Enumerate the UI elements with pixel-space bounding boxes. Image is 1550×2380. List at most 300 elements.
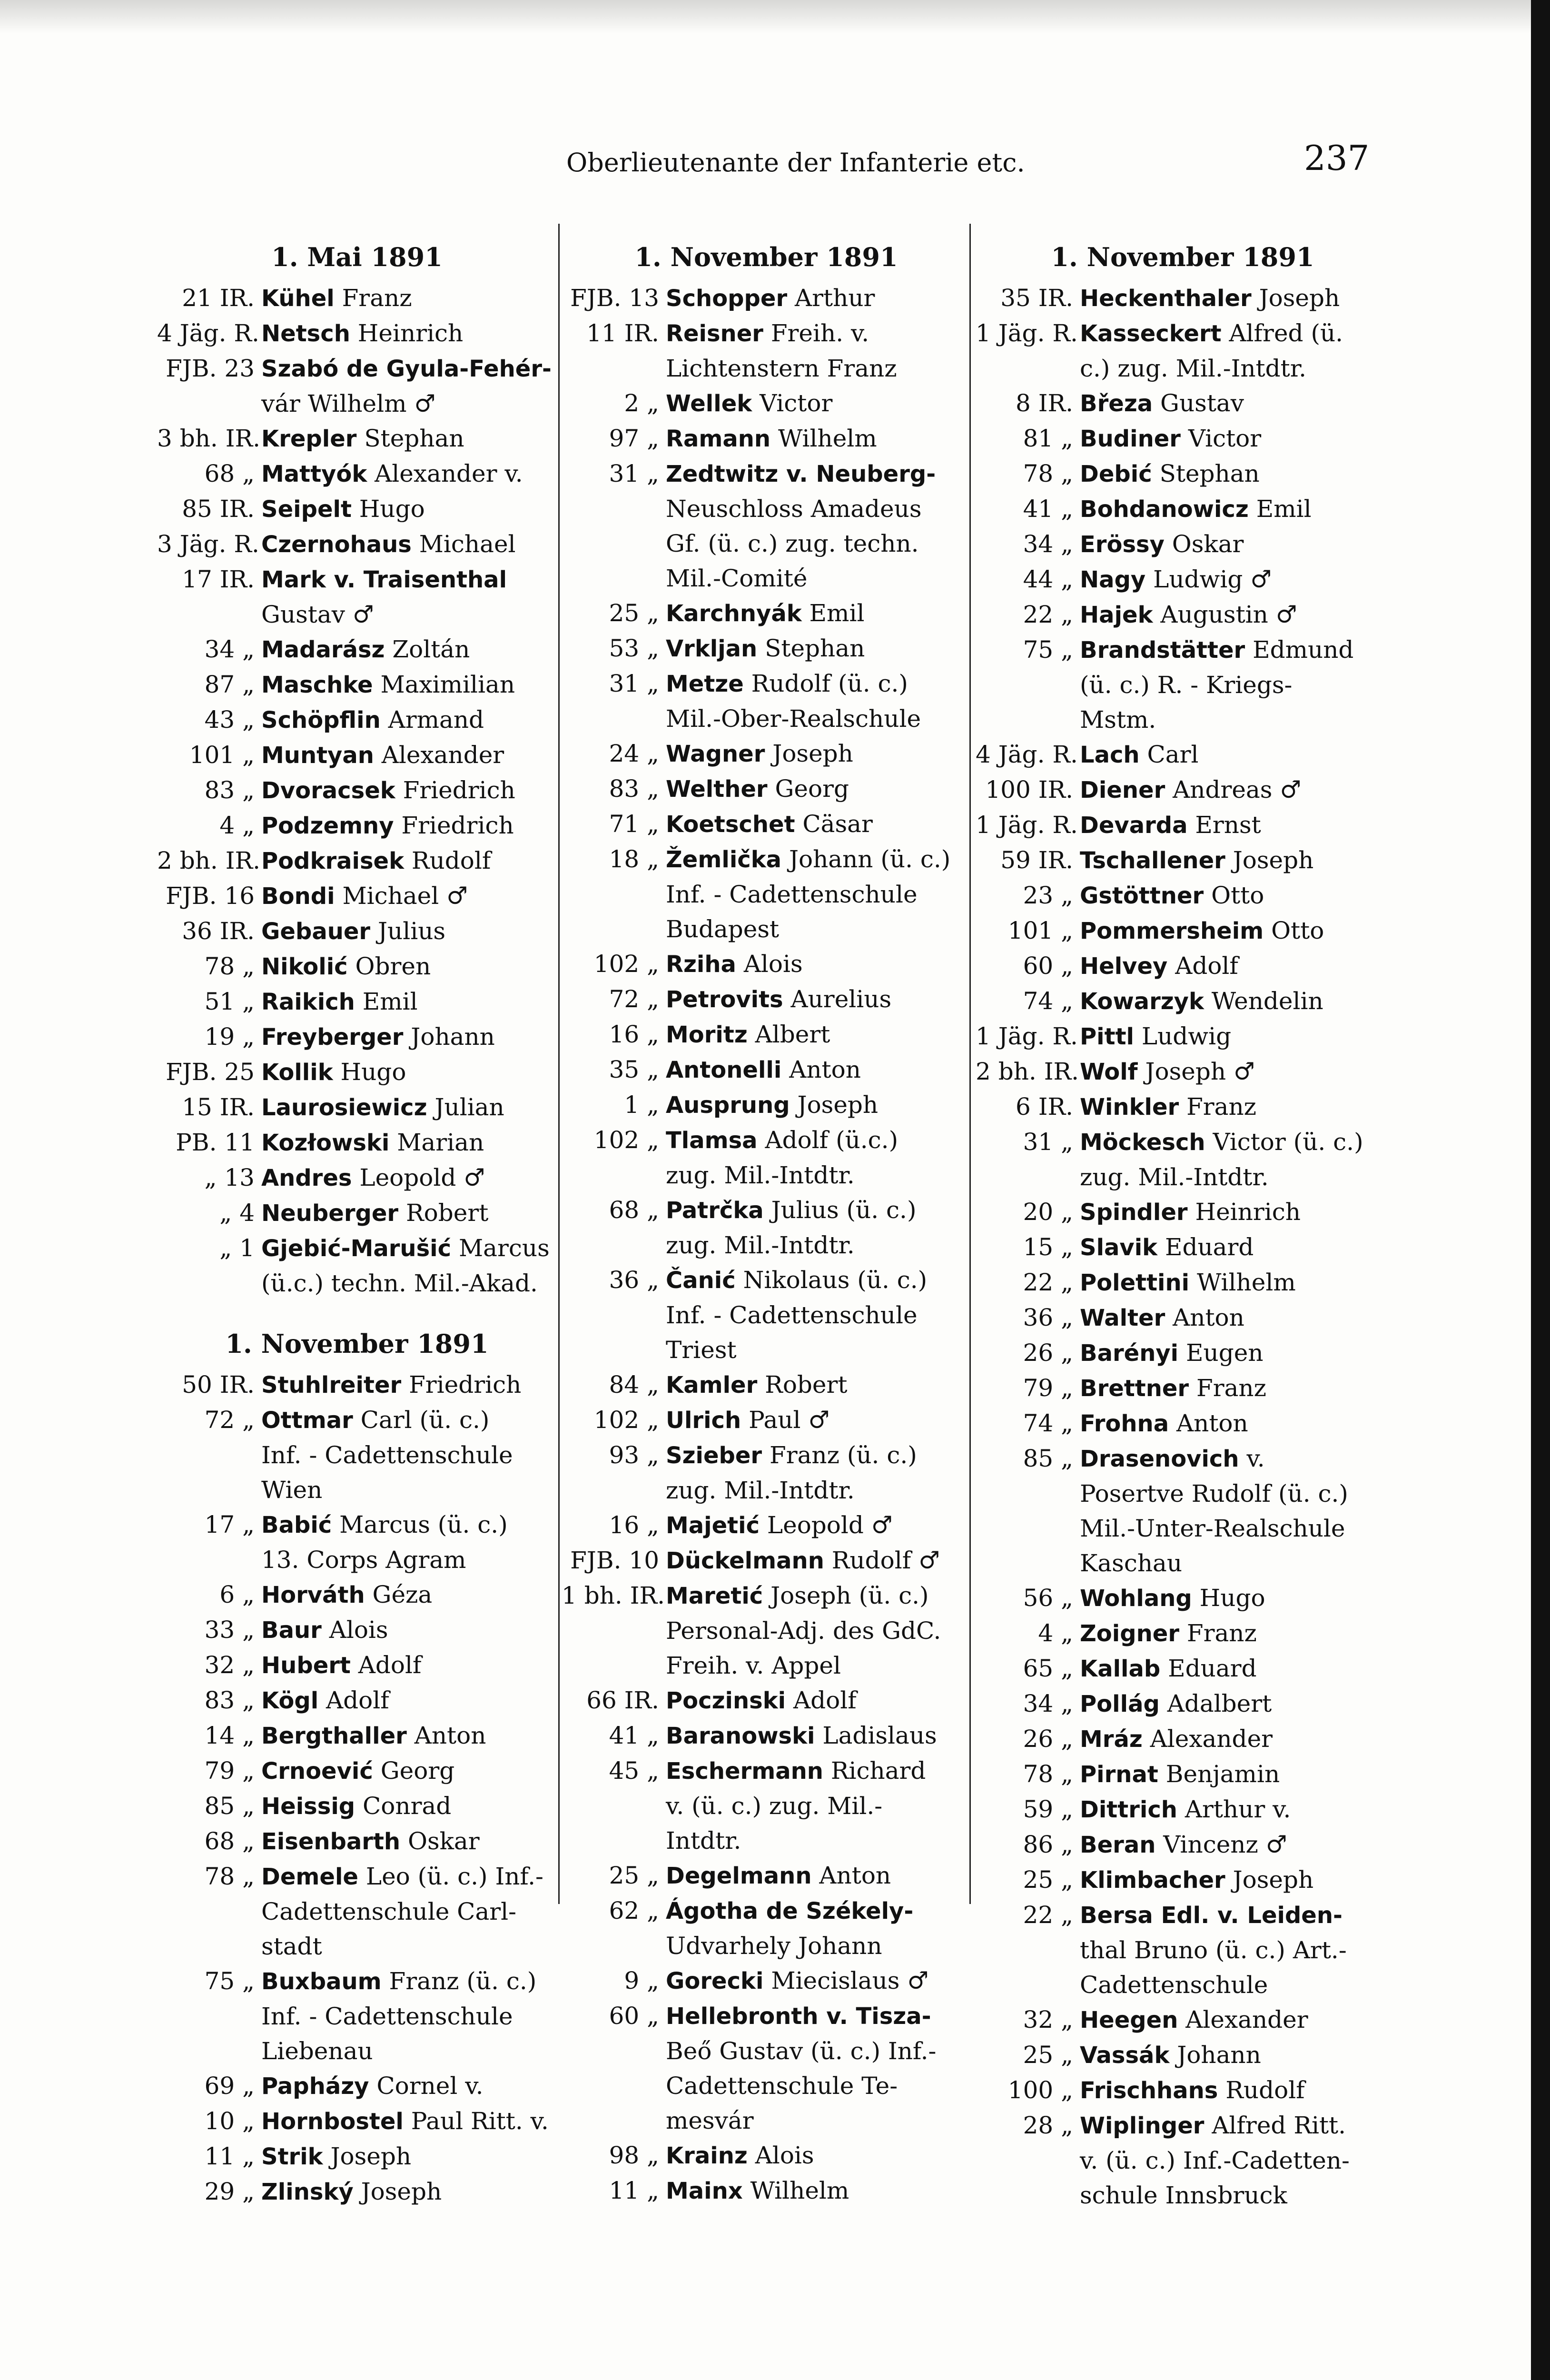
regiment-number: 4 „ bbox=[219, 812, 255, 839]
given-name: Rudolf bbox=[1218, 2076, 1305, 2104]
given-name: Adalbert bbox=[1159, 1690, 1272, 1717]
roster-entry bbox=[976, 2073, 1390, 2108]
roster-entry bbox=[976, 492, 1390, 527]
regiment-number: 31 „ bbox=[1023, 1128, 1073, 1156]
given-name: Anton bbox=[1169, 1409, 1248, 1437]
entry-continuation: Neuschloss Amadeus bbox=[666, 495, 922, 523]
roster-entry bbox=[562, 1403, 971, 1438]
given-name: Joseph bbox=[1251, 284, 1340, 312]
roster-entry bbox=[157, 914, 557, 949]
roster-entry bbox=[157, 984, 557, 1020]
roster-entry bbox=[976, 913, 1390, 949]
officer-name bbox=[666, 842, 971, 947]
surname: Netsch bbox=[261, 320, 350, 347]
regiment-number: 34 „ bbox=[1023, 530, 1073, 558]
regiment-number: 3 Jäg. R. bbox=[157, 530, 259, 558]
surname: Ágotha de Székely- bbox=[666, 1898, 914, 1924]
officer-name bbox=[1080, 1019, 1390, 1054]
given-name: Anton bbox=[811, 1862, 891, 1889]
regiment-number: 78 „ bbox=[1023, 460, 1073, 487]
roster-entry bbox=[976, 1616, 1390, 1651]
scan-right-edge bbox=[1531, 0, 1550, 2380]
surname: Ramann bbox=[666, 426, 771, 452]
regiment-number: 1 „ bbox=[624, 1091, 659, 1119]
given-name: Nikolaus (ü. c.) bbox=[735, 1266, 928, 1294]
column-3 bbox=[976, 233, 1390, 2213]
officer-name bbox=[1080, 1125, 1390, 1195]
officer-name bbox=[261, 773, 557, 808]
entry-continuation: c.) zug. Mil.-Intdtr. bbox=[1080, 355, 1307, 382]
regiment-number: 8 IR. bbox=[1016, 389, 1073, 417]
surname: Wohlang bbox=[1080, 1585, 1192, 1612]
column-1 bbox=[157, 233, 557, 2210]
officer-name bbox=[1080, 949, 1390, 984]
regiment-number: 83 „ bbox=[204, 1686, 255, 1714]
officer-name bbox=[261, 1683, 557, 1718]
entry-continuation: Lichtenstern Franz bbox=[666, 355, 897, 382]
surname: Heissig bbox=[261, 1793, 355, 1820]
entry-continuation: Budapest bbox=[666, 915, 780, 943]
roster-entry bbox=[157, 1020, 557, 1055]
officer-name bbox=[1080, 2108, 1390, 2213]
surname: Hornbostel bbox=[261, 2108, 404, 2135]
roster-entry bbox=[562, 386, 971, 421]
given-name: Eduard bbox=[1160, 1655, 1257, 1682]
regiment-number: 14 „ bbox=[204, 1722, 255, 1749]
given-name: Marcus (ü. c.) bbox=[332, 1511, 508, 1538]
surname: Baur bbox=[261, 1617, 322, 1644]
entry-continuation: Inf. - Cadettenschule bbox=[666, 881, 918, 908]
surname: Demele bbox=[261, 1864, 358, 1890]
regiment-number: 20 „ bbox=[1023, 1198, 1073, 1226]
officer-name bbox=[1080, 737, 1390, 773]
officer-name bbox=[261, 1196, 557, 1231]
entry-continuation: Mil.-Ober-Realschule bbox=[666, 705, 921, 733]
regiment-number: 1 Jäg. R. bbox=[976, 811, 1078, 839]
entry-continuation: Udvarhely Johann bbox=[666, 1932, 882, 1960]
given-name: Benjamin bbox=[1158, 1760, 1280, 1788]
given-name: Victor bbox=[752, 389, 833, 417]
roster-entry bbox=[976, 1265, 1390, 1300]
surname: Poczinski bbox=[666, 1687, 786, 1714]
given-name: Leo (ü. c.) Inf.- bbox=[358, 1863, 543, 1890]
surname: Zoigner bbox=[1080, 1620, 1179, 1647]
regiment-number: 4 Jäg. R. bbox=[976, 741, 1078, 768]
roster-entry bbox=[562, 1683, 971, 1718]
entry-continuation: v. (ü. c.) zug. Mil.- bbox=[666, 1792, 883, 1820]
roster-entry bbox=[976, 1195, 1390, 1230]
officer-name bbox=[1080, 1406, 1390, 1441]
officer-name bbox=[261, 632, 557, 667]
surname: Seipelt bbox=[261, 496, 352, 523]
given-name: Alexander bbox=[1178, 2006, 1308, 2033]
regiment-number: 21 IR. bbox=[182, 284, 255, 312]
regiment-number: 4 Jäg. R. bbox=[157, 319, 259, 347]
given-name: Alexander bbox=[1142, 1725, 1273, 1753]
given-name: Robert bbox=[398, 1199, 489, 1227]
surname: Möckesch bbox=[1080, 1129, 1205, 1156]
officer-name bbox=[261, 914, 557, 949]
given-name: Johann (ü. c.) bbox=[781, 845, 951, 873]
roster-entry bbox=[157, 738, 557, 773]
surname: Čanić bbox=[666, 1267, 736, 1294]
regiment-number: 22 „ bbox=[1023, 1269, 1073, 1296]
roster-entry bbox=[976, 984, 1390, 1019]
entry-continuation: Cadettenschule Te- bbox=[666, 2072, 898, 2100]
given-name: Joseph (ü. c.) bbox=[763, 1582, 929, 1609]
regiment-number: 4 „ bbox=[1038, 1619, 1073, 1647]
surname: Crnoević bbox=[261, 1758, 373, 1785]
entry-continuation: Kaschau bbox=[1080, 1549, 1183, 1577]
regiment-number: FJB. 10 bbox=[570, 1547, 659, 1574]
given-name: Hugo bbox=[351, 495, 425, 523]
roster-entry bbox=[976, 1686, 1390, 1722]
surname: Laurosiewicz bbox=[261, 1094, 427, 1121]
given-name: Carl (ü. c.) bbox=[353, 1406, 490, 1434]
officer-name bbox=[666, 631, 971, 666]
regiment-number: 32 „ bbox=[1023, 2006, 1073, 2033]
entry-continuation: Inf. - Cadettenschule bbox=[261, 2003, 513, 2030]
column-2 bbox=[562, 233, 971, 2209]
regiment-number: 83 „ bbox=[609, 775, 659, 803]
officer-name bbox=[1080, 1581, 1390, 1616]
officer-name bbox=[666, 1438, 971, 1508]
surname: Pollág bbox=[1080, 1691, 1160, 1717]
regiment-number: 11 „ bbox=[609, 2177, 659, 2204]
entry-continuation: zug. Mil.-Intdtr. bbox=[666, 1231, 855, 1259]
regiment-number: 32 „ bbox=[204, 1651, 255, 1679]
surname: Kozłowski bbox=[261, 1130, 390, 1156]
surname: Kasseckert bbox=[1080, 320, 1222, 347]
officer-name bbox=[1080, 1616, 1390, 1651]
roster-entry bbox=[157, 1368, 557, 1403]
roster-entry bbox=[562, 1964, 971, 1999]
entry-continuation: Gustav ♂ bbox=[261, 601, 374, 628]
given-name: Stephan bbox=[356, 425, 464, 452]
regiment-number: 44 „ bbox=[1023, 565, 1073, 593]
entry-continuation: Personal-Adj. des GdC. bbox=[666, 1617, 941, 1645]
roster-entry bbox=[157, 1160, 557, 1196]
surname: Frischhans bbox=[1080, 2077, 1218, 2104]
roster-entry bbox=[976, 773, 1390, 808]
roster-entry bbox=[157, 949, 557, 984]
regiment-number: 85 „ bbox=[204, 1792, 255, 1820]
regiment-number: 41 „ bbox=[609, 1722, 659, 1749]
surname: Baranowski bbox=[666, 1723, 815, 1749]
surname: Bondi bbox=[261, 883, 335, 910]
regiment-number: 22 „ bbox=[1023, 1901, 1073, 1929]
surname: Neuberger bbox=[261, 1200, 399, 1227]
given-name: Joseph bbox=[1225, 1866, 1314, 1894]
officer-name bbox=[261, 984, 557, 1020]
surname: Papházy bbox=[261, 2073, 369, 2100]
roster-entry bbox=[157, 1824, 557, 1859]
given-name: Eugen bbox=[1178, 1339, 1264, 1367]
officer-name bbox=[666, 1858, 971, 1894]
officer-name bbox=[1080, 281, 1390, 316]
regiment-number: 24 „ bbox=[609, 740, 659, 767]
regiment-number: 1 Jäg. R. bbox=[976, 1022, 1078, 1050]
roster-entry bbox=[157, 351, 557, 421]
roster-entry bbox=[562, 1508, 971, 1543]
roster-entry bbox=[562, 1754, 971, 1858]
officer-name bbox=[1080, 1722, 1390, 1757]
officer-name bbox=[666, 947, 971, 982]
surname: Tlamsa bbox=[666, 1127, 758, 1154]
given-name: Joseph bbox=[323, 2142, 412, 2170]
roster-entry bbox=[976, 421, 1390, 456]
roster-entry bbox=[976, 808, 1390, 843]
given-name: Joseph bbox=[353, 2178, 442, 2205]
roster-entry bbox=[976, 386, 1390, 421]
roster-entry bbox=[976, 2003, 1390, 2038]
regiment-number: 45 „ bbox=[609, 1757, 659, 1785]
roster-entry bbox=[976, 1581, 1390, 1616]
surname: Degelmann bbox=[666, 1863, 812, 1889]
roster-entry bbox=[157, 527, 557, 562]
officer-name bbox=[1080, 633, 1390, 737]
regiment-number: „ 1 bbox=[219, 1234, 255, 1262]
given-name: Augustin ♂ bbox=[1153, 601, 1297, 628]
regiment-number: 93 „ bbox=[609, 1441, 659, 1469]
surname: Budiner bbox=[1080, 426, 1181, 452]
regiment-number: 29 „ bbox=[204, 2178, 255, 2205]
surname: Zedtwitz v. Neuberg- bbox=[666, 461, 936, 487]
regiment-number: 17 „ bbox=[204, 1511, 255, 1538]
surname: Nikolić bbox=[261, 953, 348, 980]
surname: Hubert bbox=[261, 1652, 351, 1679]
roster-entry bbox=[976, 527, 1390, 562]
surname: Karchnyák bbox=[666, 600, 802, 627]
given-name: Zoltán bbox=[385, 635, 470, 663]
surname: Tschallener bbox=[1080, 847, 1225, 874]
roster-entry bbox=[976, 633, 1390, 737]
given-name: Heinrich bbox=[350, 319, 464, 347]
officer-name bbox=[666, 2173, 971, 2209]
surname: Welther bbox=[666, 776, 768, 803]
entry-continuation: (ü. c.) R. - Kriegs- bbox=[1080, 671, 1293, 699]
entry-continuation: Freih. v. Appel bbox=[666, 1652, 841, 1679]
roster-entry bbox=[562, 1578, 971, 1683]
regiment-number: 102 „ bbox=[593, 950, 659, 978]
officer-name bbox=[666, 982, 971, 1017]
regiment-number: 83 „ bbox=[204, 776, 255, 804]
given-name: Emil bbox=[355, 988, 418, 1015]
regiment-number: 102 „ bbox=[593, 1126, 659, 1154]
roster-entry bbox=[157, 456, 557, 492]
page-number: 237 bbox=[1304, 138, 1370, 178]
given-name: Miecislaus ♂ bbox=[763, 1967, 929, 1994]
roster-entry bbox=[157, 879, 557, 914]
surname: Frohna bbox=[1080, 1410, 1169, 1437]
entry-continuation: Liebenau bbox=[261, 2037, 373, 2065]
officer-name bbox=[261, 1160, 557, 1196]
roster-entry bbox=[157, 562, 557, 632]
given-name: Joseph bbox=[765, 740, 853, 767]
roster-entry bbox=[976, 562, 1390, 597]
officer-name bbox=[1080, 878, 1390, 913]
officer-name bbox=[666, 421, 971, 456]
given-name: Géza bbox=[365, 1581, 433, 1608]
roster-entry bbox=[976, 1090, 1390, 1125]
given-name: Ludwig ♂ bbox=[1145, 565, 1272, 593]
officer-name bbox=[1080, 386, 1390, 421]
surname: Buxbaum bbox=[261, 1968, 382, 1995]
entry-continuation: Inf. - Cadettenschule bbox=[666, 1301, 918, 1329]
officer-name bbox=[1080, 808, 1390, 843]
officer-name bbox=[1080, 984, 1390, 1019]
roster-entry bbox=[976, 1230, 1390, 1265]
officer-name bbox=[261, 2104, 557, 2139]
surname: Březa bbox=[1080, 390, 1153, 417]
given-name: Oskar bbox=[1164, 530, 1244, 558]
roster-entry bbox=[562, 1368, 971, 1403]
entry-continuation: Triest bbox=[666, 1336, 737, 1364]
entry-continuation: Cadettenschule Carl- bbox=[261, 1898, 517, 1925]
roster-entry bbox=[562, 2173, 971, 2209]
given-name: Julian bbox=[427, 1093, 504, 1121]
given-name: Oskar bbox=[400, 1827, 480, 1855]
regiment-number: 101 „ bbox=[189, 741, 255, 769]
officer-name bbox=[1080, 1686, 1390, 1722]
regiment-number: 9 „ bbox=[624, 1967, 659, 1994]
roster-entry bbox=[562, 1543, 971, 1578]
roster-entry bbox=[157, 1859, 557, 1964]
regiment-number: FJB. 25 bbox=[166, 1058, 255, 1086]
regiment-number: 16 „ bbox=[609, 1021, 659, 1048]
regiment-number: 68 „ bbox=[609, 1196, 659, 1224]
regiment-number: 26 „ bbox=[1023, 1725, 1073, 1753]
regiment-number: 28 „ bbox=[1023, 2112, 1073, 2139]
officer-name bbox=[666, 666, 971, 736]
officer-name bbox=[666, 1123, 971, 1193]
roster-entry bbox=[976, 878, 1390, 913]
surname: Schöpflin bbox=[261, 707, 381, 734]
officer-name bbox=[261, 1613, 557, 1648]
officer-name bbox=[261, 316, 557, 351]
officer-name bbox=[1080, 773, 1390, 808]
officer-name bbox=[666, 1578, 971, 1683]
surname: Drasenovich bbox=[1080, 1446, 1239, 1472]
roster-entry bbox=[976, 1371, 1390, 1406]
given-name: Wilhelm bbox=[1189, 1269, 1296, 1296]
regiment-number: 34 „ bbox=[1023, 1690, 1073, 1717]
given-name: Vincenz ♂ bbox=[1155, 1831, 1287, 1858]
roster-entry bbox=[976, 1827, 1390, 1863]
given-name: Andreas ♂ bbox=[1165, 776, 1302, 803]
surname: Koetschet bbox=[666, 811, 795, 838]
regiment-number: 35 „ bbox=[609, 1056, 659, 1083]
regiment-number: 74 „ bbox=[1023, 1409, 1073, 1437]
entry-continuation: zug. Mil.-Intdtr. bbox=[666, 1161, 855, 1189]
given-name: Adolf (ü.c.) bbox=[757, 1126, 898, 1154]
officer-name bbox=[666, 2138, 971, 2173]
roster-entry bbox=[157, 1613, 557, 1648]
given-name: Gustav bbox=[1153, 389, 1244, 417]
roster-entry bbox=[157, 632, 557, 667]
roster-entry bbox=[976, 843, 1390, 878]
regiment-number: 25 „ bbox=[609, 599, 659, 627]
officer-name bbox=[1080, 1441, 1390, 1581]
roster-entry bbox=[157, 1231, 557, 1301]
surname: Podzemny bbox=[261, 813, 394, 839]
surname: Czernohaus bbox=[261, 531, 412, 558]
regiment-number: 50 IR. bbox=[182, 1371, 255, 1398]
surname: Andres bbox=[261, 1165, 352, 1191]
section-heading: 1. Mai 1891 bbox=[271, 242, 443, 272]
regiment-number: 25 „ bbox=[1023, 2041, 1073, 2069]
officer-name bbox=[666, 1718, 971, 1754]
given-name: Victor bbox=[1180, 425, 1262, 452]
given-name: Michael bbox=[411, 530, 516, 558]
officer-name bbox=[261, 456, 557, 492]
given-name: Adolf bbox=[1167, 952, 1238, 980]
surname: Gjebić-Marušić bbox=[261, 1235, 452, 1262]
given-name: Anton bbox=[1165, 1304, 1244, 1331]
roster-entry bbox=[976, 1441, 1390, 1581]
entry-continuation: Intdtr. bbox=[666, 1827, 741, 1854]
entry-continuation: Mstm. bbox=[1080, 706, 1156, 734]
roster-entry bbox=[976, 1651, 1390, 1686]
entry-continuation: vár Wilhelm ♂ bbox=[261, 390, 436, 417]
entry-continuation: stadt bbox=[261, 1933, 322, 1960]
given-name: Georg bbox=[767, 775, 849, 803]
surname: Pommersheim bbox=[1080, 918, 1264, 944]
given-name: Hugo bbox=[1192, 1584, 1265, 1612]
regiment-number: 2 bh. IR. bbox=[157, 847, 260, 874]
regiment-number: 102 „ bbox=[593, 1406, 659, 1434]
officer-name bbox=[261, 1055, 557, 1090]
regiment-number: 72 „ bbox=[609, 985, 659, 1013]
given-name: Ernst bbox=[1187, 811, 1261, 839]
officer-name bbox=[1080, 1195, 1390, 1230]
officer-name bbox=[1080, 1651, 1390, 1686]
regiment-number: 41 „ bbox=[1023, 495, 1073, 523]
surname: Hajek bbox=[1080, 602, 1153, 628]
officer-name bbox=[1080, 2003, 1390, 2038]
regiment-number: 2 bh. IR. bbox=[976, 1058, 1079, 1085]
officer-name bbox=[666, 386, 971, 421]
surname: Schopper bbox=[666, 285, 788, 312]
given-name: Wilhelm bbox=[770, 425, 877, 452]
surname: Patrčka bbox=[666, 1197, 764, 1224]
given-name: Leopold ♂ bbox=[760, 1511, 893, 1539]
given-name: Adolf bbox=[786, 1686, 857, 1714]
surname: Metze bbox=[666, 671, 744, 697]
surname: Freyberger bbox=[261, 1024, 404, 1051]
officer-name bbox=[666, 1088, 971, 1123]
roster-entry bbox=[976, 1863, 1390, 1898]
given-name: Obren bbox=[347, 952, 431, 980]
entry-continuation: Gf. (ü. c.) zug. techn. bbox=[666, 530, 919, 557]
given-name: Armand bbox=[380, 706, 484, 734]
officer-name bbox=[1080, 1792, 1390, 1827]
regiment-number: 71 „ bbox=[609, 810, 659, 838]
given-name: Albert bbox=[747, 1021, 830, 1048]
given-name: Franz bbox=[334, 284, 412, 312]
entry-continuation: 13. Corps Agram bbox=[261, 1546, 466, 1574]
regiment-number: 85 „ bbox=[1023, 1445, 1073, 1472]
entry-continuation: v. (ü. c.) Inf.-Cadetten- bbox=[1080, 2147, 1350, 2174]
officer-name bbox=[261, 1789, 557, 1824]
officer-name bbox=[261, 1718, 557, 1754]
officer-name bbox=[261, 1859, 557, 1964]
roster-entry bbox=[976, 597, 1390, 633]
officer-name bbox=[1080, 1336, 1390, 1371]
given-name: Franz bbox=[1189, 1374, 1266, 1402]
roster-entry bbox=[976, 1722, 1390, 1757]
roster-entry bbox=[562, 666, 971, 736]
